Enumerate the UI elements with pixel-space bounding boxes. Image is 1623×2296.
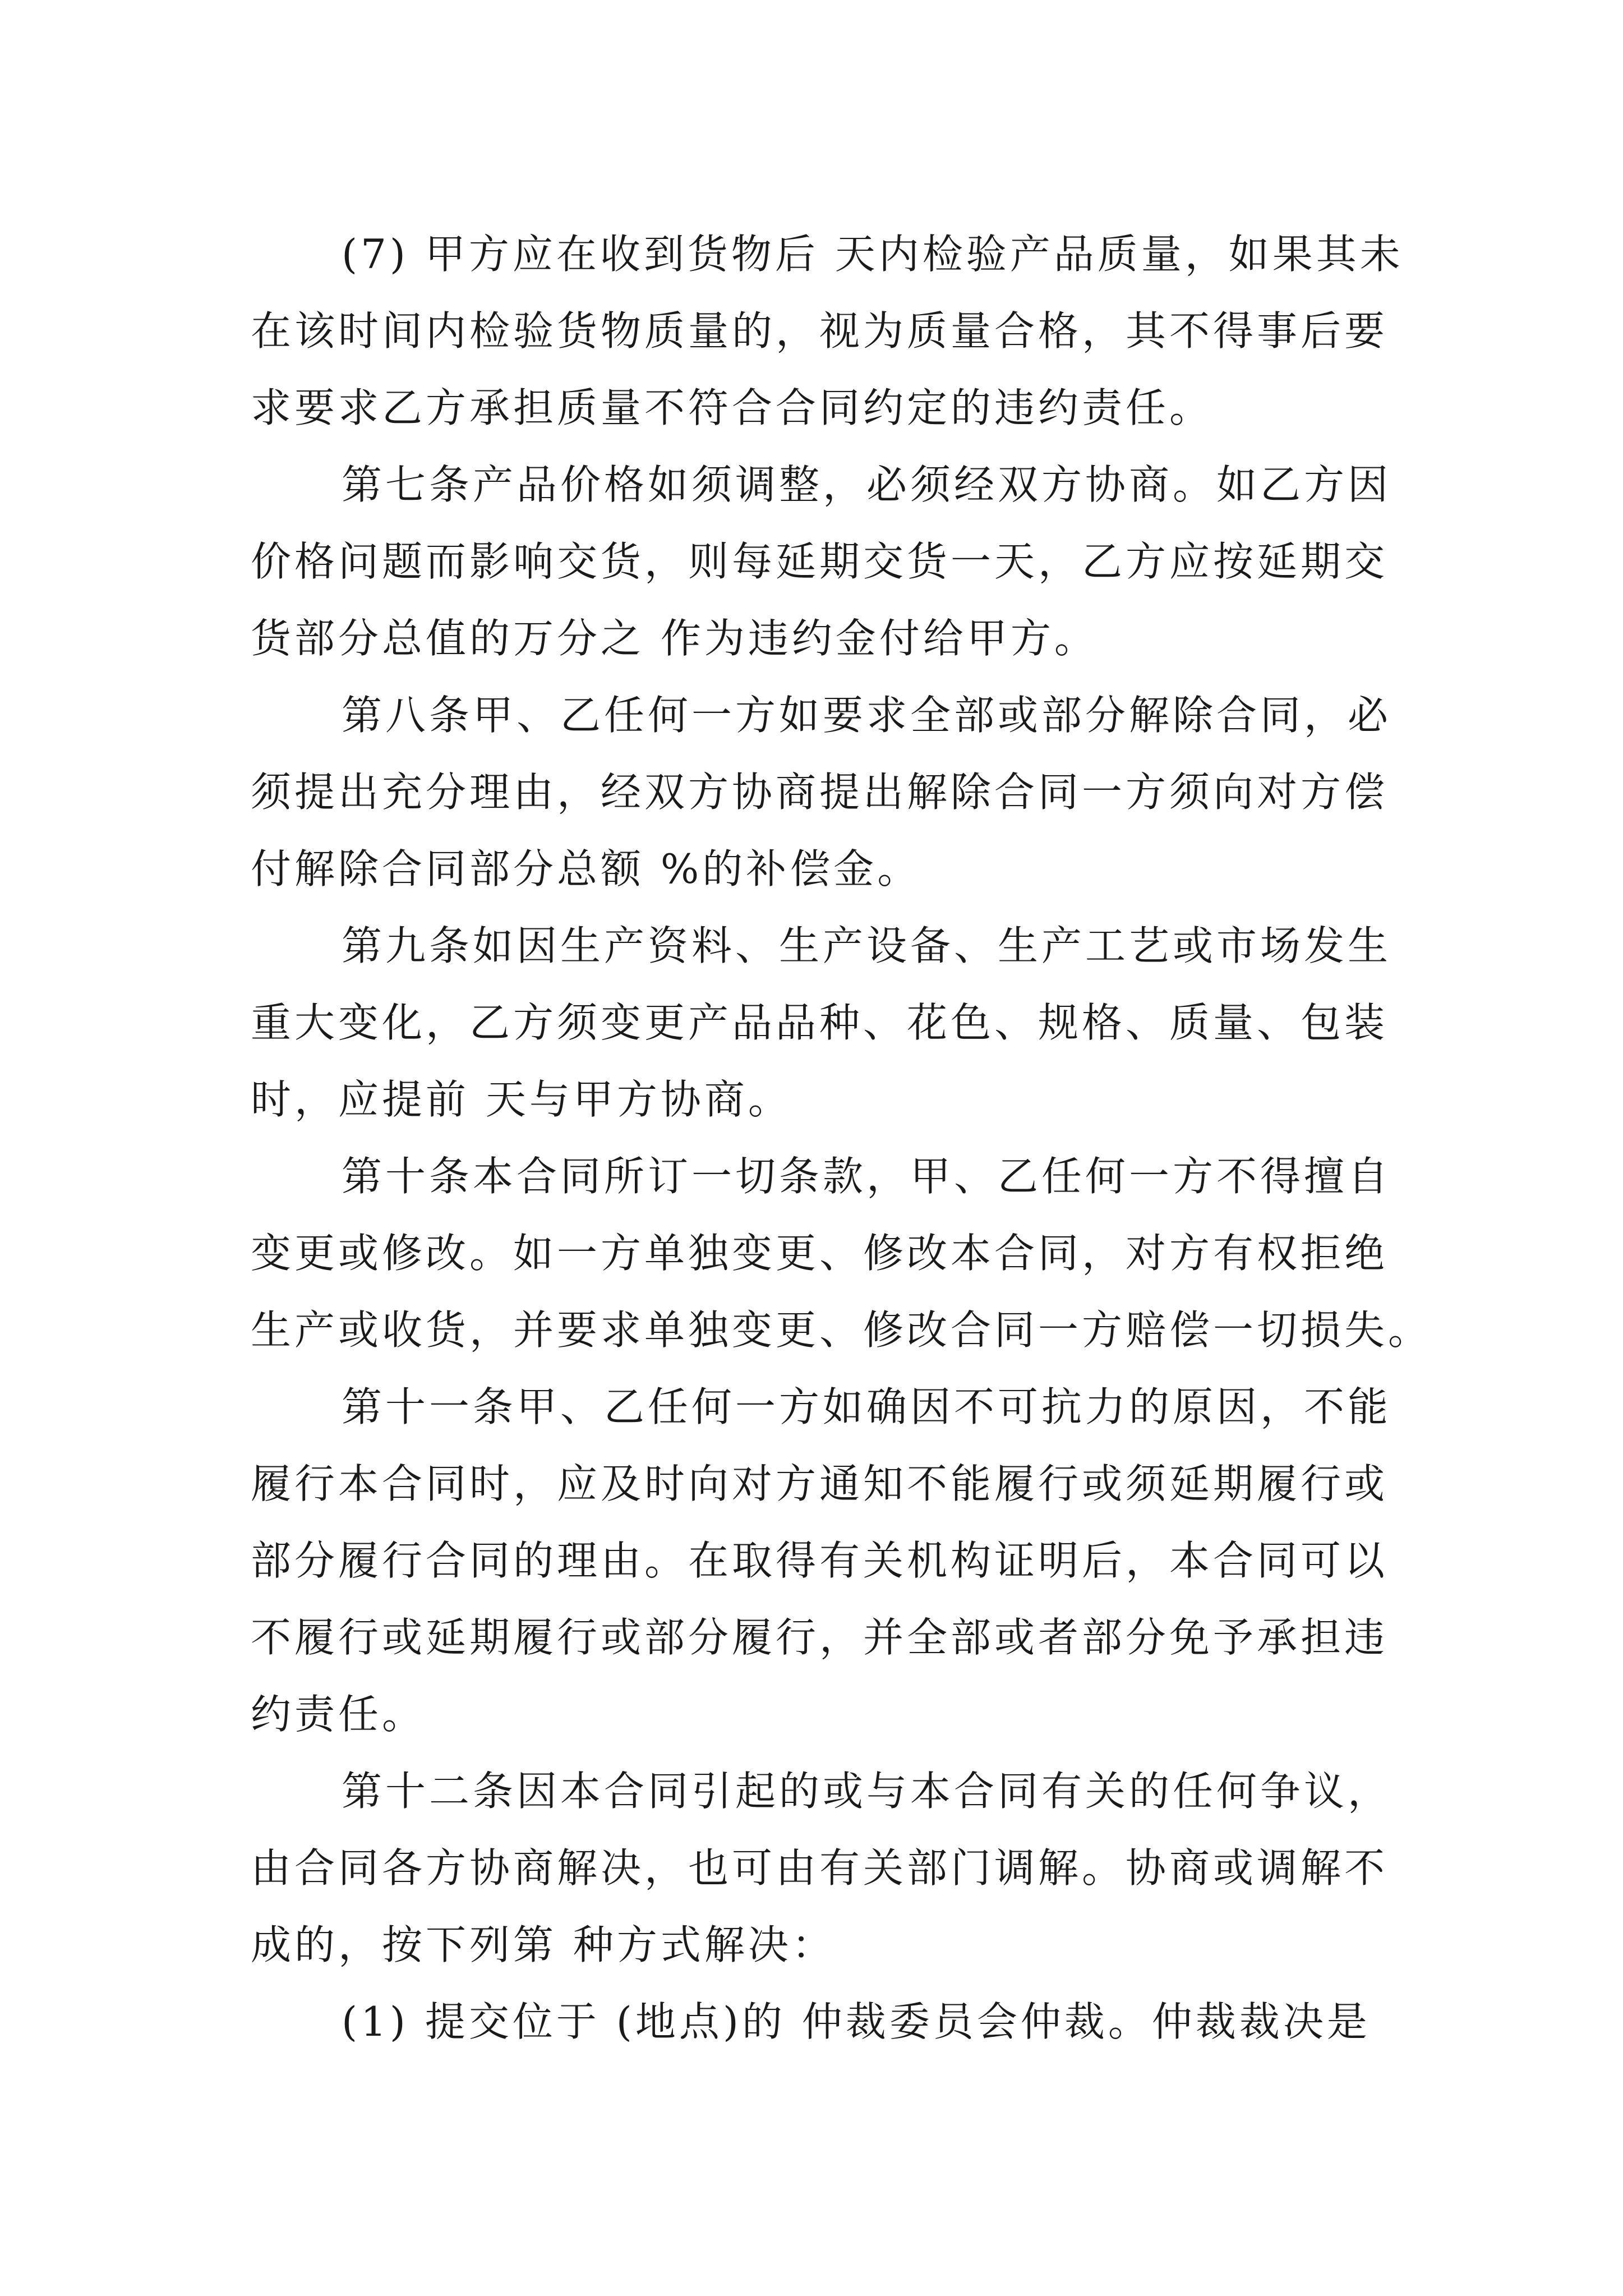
text-line: 由合同各方协商解决，也可由有关部门调解。协商或调解不 [251, 1844, 1389, 1892]
text-line: 第十二条因本合同引起的或与本合同有关的任何争议， [342, 1768, 1392, 1815]
text-line: 生产或收货，并要求单独变更、修改合同一方赔偿一切损失。 [251, 1306, 1432, 1354]
text-line: 价格问题而影响交货，则每延期交货一天，乙方应按延期交 [251, 538, 1389, 585]
text-line: 第十一条甲、乙任何一方如确因不可抗力的原因，不能 [342, 1383, 1392, 1430]
text-line: 变更或修改。如一方单独变更、修改本合同，对方有权拒绝 [251, 1230, 1389, 1277]
text-line: 货部分总值的万分之 作为违约金付给甲方。 [251, 615, 1098, 662]
text-line: (1) 提交位于 (地点)的 仲裁委员会仲裁。仲裁裁决是 [342, 1998, 1371, 2045]
text-line: 履行本合同时，应及时向对方通知不能履行或须延期履行或 [251, 1460, 1389, 1507]
text-line: 成的，按下列第 种方式解决： [251, 1921, 836, 1968]
text-line: (7) 甲方应在收到货物后 天内检验产品质量，如果其未 [342, 231, 1404, 278]
text-line: 在该时间内检验货物质量的，视为质量合格，其不得事后要 [251, 307, 1389, 355]
text-line: 部分履行合同的理由。在取得有关机构证明后，本合同可以 [251, 1537, 1389, 1584]
text-line: 付解除合同部分总额 %的补偿金。 [251, 845, 921, 892]
text-line: 不履行或延期履行或部分履行，并全部或者部分免予承担违 [251, 1614, 1389, 1661]
document-body [251, 216, 1432, 2060]
text-line: 须提出充分理由，经双方协商提出解除合同一方须向对方偿 [251, 769, 1389, 816]
text-line: 第九条如因生产资料、生产设备、生产工艺或市场发生 [342, 922, 1392, 969]
text-line: 重大变化，乙方须变更产品品种、花色、规格、质量、包装 [251, 999, 1389, 1046]
text-line: 时，应提前 天与甲方协商。 [251, 1076, 792, 1123]
text-line: 第八条甲、乙任何一方如要求全部或部分解除合同，必 [342, 692, 1392, 739]
text-line: 约责任。 [251, 1691, 426, 1738]
text-line: 第七条产品价格如须调整，必须经双方协商。如乙方因 [342, 461, 1392, 508]
text-line: 第十条本合同所订一切条款，甲、乙任何一方不得擅自 [342, 1153, 1392, 1200]
text-line: 求要求乙方承担质量不符合合同约定的违约责任。 [251, 384, 1214, 431]
